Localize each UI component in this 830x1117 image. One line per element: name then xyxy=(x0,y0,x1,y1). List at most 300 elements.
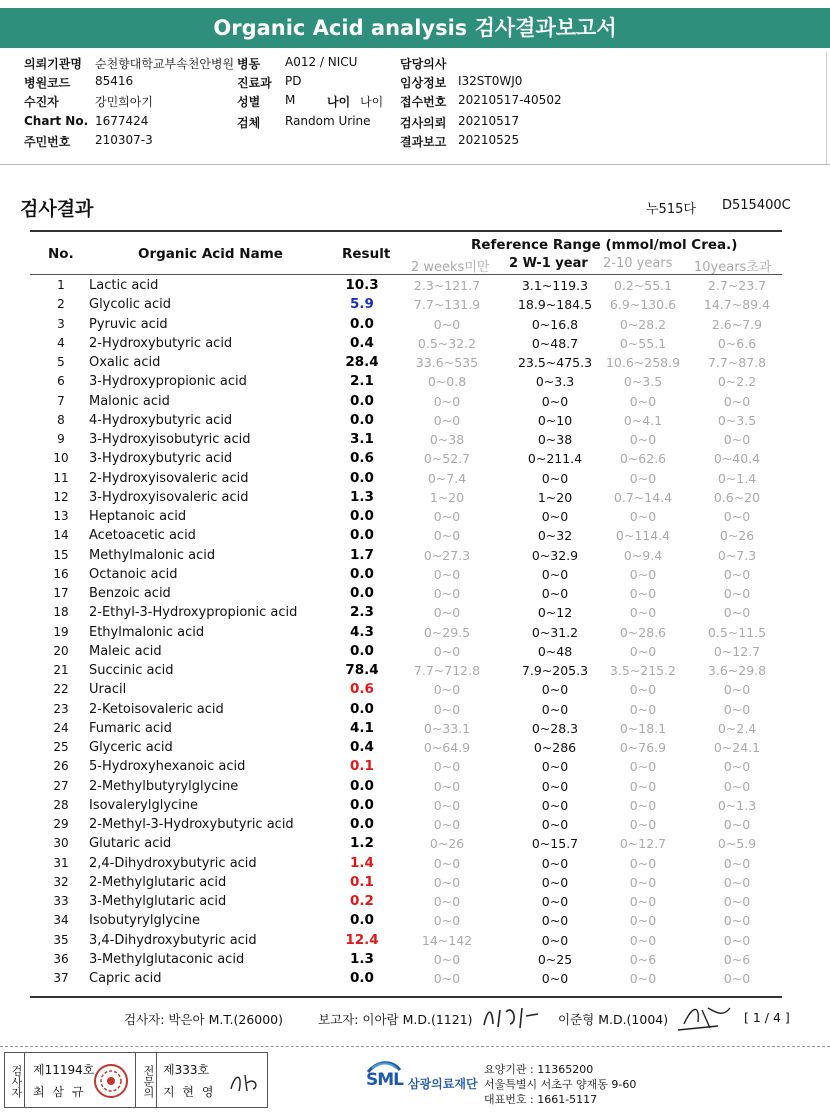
reference-range: 0~3.3 xyxy=(535,374,575,390)
reference-range: 0~0 xyxy=(629,432,657,447)
chart-no: 1677424 xyxy=(95,114,149,128)
table-row xyxy=(30,392,782,411)
reference-range: 0~0 xyxy=(433,701,461,717)
reference-range: 0~33.1 xyxy=(423,720,471,736)
reference-range: 0.5~32.2 xyxy=(417,335,477,351)
reference-range: 0~32 xyxy=(537,528,573,544)
reference-range: 0~0 xyxy=(629,759,657,775)
org-address: 서울특별시 서초구 양재동 9-60 xyxy=(484,1078,637,1091)
reference-range: 0~0 xyxy=(629,509,657,524)
col-no: No. xyxy=(48,246,74,262)
acid-name: Lactic acid xyxy=(89,278,159,293)
row-number: 11 xyxy=(53,470,69,485)
result-value: 1.7 xyxy=(350,546,374,563)
row-number: 32 xyxy=(53,874,69,889)
row-number: 37 xyxy=(53,971,69,985)
row-number: 16 xyxy=(53,566,69,581)
reference-range: 0~0 xyxy=(541,566,569,582)
acid-name: 3-Hydroxyisovaleric acid xyxy=(89,489,249,505)
row-number: 22 xyxy=(53,682,69,697)
table-row xyxy=(30,738,782,757)
age: 나이 xyxy=(360,95,384,109)
acid-name: Octanoic acid xyxy=(89,566,178,582)
sub-col: 2 weeks미만 xyxy=(411,260,490,275)
institution-label: 의뢰기관명 xyxy=(24,57,82,71)
specialist-box-label: 전문의 xyxy=(135,1053,157,1107)
reference-range: 18.9~184.5 xyxy=(517,297,593,313)
acid-name: Malonic acid xyxy=(89,393,170,409)
reference-range: 0~0 xyxy=(723,817,751,832)
row-number: 3 xyxy=(57,316,65,331)
reference-range: 0~0 xyxy=(433,894,461,909)
reference-range: 2.7~23.7 xyxy=(707,278,767,293)
reference-range: 0~0 xyxy=(629,393,657,409)
reference-range: 0~28.3 xyxy=(531,720,579,736)
reference-range: 0~40.4 xyxy=(713,451,761,467)
reference-range: 0~0 xyxy=(723,913,751,929)
reference-range: 0~0 xyxy=(723,432,751,447)
report-label: 결과보고 xyxy=(400,135,447,149)
row-number: 33 xyxy=(53,894,69,908)
org-code: 요양기관 : 11365200 xyxy=(484,1063,594,1076)
reference-range: 0~3.5 xyxy=(623,374,663,390)
result-value: 0.0 xyxy=(350,777,374,794)
table-row xyxy=(30,488,782,507)
table-row xyxy=(30,873,782,892)
reference-range: 14~142 xyxy=(421,932,473,948)
acid-name: 3-Hydroxyisobutyric acid xyxy=(89,432,251,447)
seal-icon xyxy=(93,1063,129,1099)
result-value: 0.6 xyxy=(350,450,374,467)
acid-name: Uracil xyxy=(89,682,127,698)
certification-box xyxy=(4,1052,268,1108)
request-date: 20210517 xyxy=(458,114,520,128)
row-number: 6 xyxy=(57,374,65,389)
row-number: 12 xyxy=(53,489,69,504)
table-row xyxy=(30,295,782,314)
acid-name: 3-Hydroxypropionic acid xyxy=(89,374,247,390)
reference-range: 7.7~87.8 xyxy=(707,355,767,370)
reference-range: 0~0 xyxy=(433,817,461,832)
reference-range: 0~0.8 xyxy=(427,374,467,390)
reference-range: 0~114.4 xyxy=(615,528,671,544)
tester-name: 최 삼 규 xyxy=(33,1085,86,1099)
reference-range: 2.3~121.7 xyxy=(413,278,481,293)
result-value: 0.1 xyxy=(350,758,374,775)
table-row xyxy=(30,757,782,776)
acid-name: Heptanoic acid xyxy=(89,509,187,524)
table-row xyxy=(30,603,782,622)
reference-range: 0~0 xyxy=(723,874,751,890)
reference-range: 0~0 xyxy=(723,701,751,717)
chart-label: Chart No. xyxy=(24,114,89,128)
row-number: 26 xyxy=(53,759,69,774)
table-row xyxy=(30,449,782,468)
reference-range: 0~0 xyxy=(629,817,657,832)
reference-range: 0~0 xyxy=(629,778,657,794)
result-value: 0.0 xyxy=(350,642,374,659)
reference-range: 6.9~130.6 xyxy=(609,297,677,313)
reference-range: 0~0 xyxy=(541,797,569,813)
result-value: 4.3 xyxy=(350,623,374,640)
reference-range: 0~28.2 xyxy=(619,316,667,332)
reference-range: 0~55.1 xyxy=(619,335,667,351)
reference-range: 0~0 xyxy=(541,817,569,832)
row-number: 13 xyxy=(53,509,69,523)
table-row xyxy=(30,334,782,353)
patient: 강민희아기 xyxy=(95,95,153,109)
acid-name: 2-Hydroxyisovaleric acid xyxy=(89,470,249,486)
tester-signature: 검사자: 박은아 M.T.(26000) xyxy=(124,1012,284,1027)
reference-range: 0~27.3 xyxy=(423,547,471,563)
row-number: 25 xyxy=(53,740,69,754)
reference-range: 0~0 xyxy=(433,393,461,409)
acid-name: Fumaric acid xyxy=(89,720,172,736)
table-row xyxy=(30,661,782,680)
patient-info xyxy=(0,52,830,164)
result-value: 0.6 xyxy=(350,681,374,698)
sex-label: 성별 xyxy=(237,95,261,109)
acid-name: Glycolic acid xyxy=(89,297,171,313)
reference-range: 0~76.9 xyxy=(619,740,667,755)
reference-range: 0~1.3 xyxy=(717,797,757,813)
id-number: 210307-3 xyxy=(95,133,153,147)
reference-range: 3.5~215.2 xyxy=(609,663,677,678)
reference-range: 0~0 xyxy=(433,797,461,813)
reference-range: 7.9~205.3 xyxy=(521,663,589,678)
reference-range: 0~6 xyxy=(723,951,751,967)
table-row xyxy=(30,700,782,719)
reference-range: 0~0 xyxy=(541,586,569,601)
dept: PD xyxy=(285,74,302,88)
reference-range: 0~0 xyxy=(541,874,569,890)
clinical-label: 임상정보 xyxy=(400,76,447,90)
table-row xyxy=(30,680,782,699)
sml-logo-text: SML xyxy=(366,1070,403,1090)
info-row xyxy=(0,74,830,92)
dept-label: 진료과 xyxy=(237,76,272,90)
reference-range: 0~0 xyxy=(629,643,657,659)
reference-range: 0~0 xyxy=(629,797,657,813)
reference-range: 0~12 xyxy=(537,605,573,621)
page-indicator: [ 1 / 4 ] xyxy=(744,1010,790,1025)
reference-range: 0~0 xyxy=(723,605,751,621)
reference-range: 0~6 xyxy=(629,951,657,967)
result-value: 0.2 xyxy=(350,893,374,909)
table-row xyxy=(30,584,782,603)
reference-range: 0~0 xyxy=(541,932,569,948)
reference-range: 0~0 xyxy=(433,778,461,794)
acid-name: 2-Ethyl-3-Hydroxypropionic acid xyxy=(89,605,298,621)
acid-name: Acetoacetic acid xyxy=(89,528,196,544)
table-row xyxy=(30,719,782,738)
reference-range: 0~0 xyxy=(723,855,751,871)
reference-range: 3.6~29.8 xyxy=(707,663,767,678)
row-number: 15 xyxy=(53,547,69,562)
table-row xyxy=(30,815,782,834)
table-row xyxy=(30,315,782,334)
reference-range: 0~211.4 xyxy=(527,451,583,467)
request-label: 검사의뢰 xyxy=(400,116,447,130)
sex: M xyxy=(285,93,296,107)
acid-name: Glutaric acid xyxy=(89,836,172,852)
signature-mark xyxy=(478,1000,548,1030)
reference-range: 0~0 xyxy=(541,913,569,929)
result-value: 2.3 xyxy=(350,604,374,621)
reference-range: 0~0 xyxy=(629,470,657,486)
reference-range: 0~0 xyxy=(541,509,569,524)
reference-range: 0~0 xyxy=(433,759,461,775)
table-row xyxy=(30,642,782,661)
row-number: 23 xyxy=(53,701,69,716)
result-value: 0.0 xyxy=(350,796,374,813)
reference-range: 0~15.7 xyxy=(531,836,579,852)
acid-name: 4-Hydroxybutyric acid xyxy=(89,412,233,428)
report-title: Organic Acid analysis 검사결과보고서 xyxy=(0,8,830,48)
license-number: 제11194호 xyxy=(33,1063,95,1077)
row-number: 36 xyxy=(53,951,69,966)
reference-range: 0~0 xyxy=(723,509,751,524)
reference-range: 0~0 xyxy=(433,586,461,601)
hospital-code-label: 병원코드 xyxy=(24,76,71,90)
reference-range: 0~31.2 xyxy=(531,624,579,640)
info-row xyxy=(0,93,830,111)
result-value: 28.4 xyxy=(345,354,379,370)
result-value: 0.0 xyxy=(350,565,374,582)
acid-name: 2-Hydroxybutyric acid xyxy=(89,335,233,351)
reference-range: 0~0 xyxy=(541,894,569,909)
reporter2-signature: 이준형 M.D.(1004) xyxy=(558,1012,669,1027)
signature-mark xyxy=(674,1000,734,1034)
reference-range: 0~16.8 xyxy=(531,316,579,332)
info-border xyxy=(826,52,827,164)
report-date: 20210525 xyxy=(458,133,520,147)
table-row xyxy=(30,950,782,969)
reference-range: 23.5~475.3 xyxy=(517,355,593,370)
footer-divider xyxy=(0,1046,830,1047)
reference-range: 0~0 xyxy=(629,682,657,698)
reference-range: 0~38 xyxy=(429,432,465,447)
reference-range: 1~20 xyxy=(429,489,465,505)
reference-range: 0~0 xyxy=(433,971,461,986)
table-row xyxy=(30,372,782,391)
reference-range: 0~0 xyxy=(541,759,569,775)
table-row xyxy=(30,892,782,911)
table-top-rule xyxy=(30,230,782,232)
reference-range: 0.7~14.4 xyxy=(613,489,673,505)
reference-range: 0~5.9 xyxy=(717,836,757,852)
info-row xyxy=(0,114,830,132)
reference-range: 3.1~119.3 xyxy=(521,278,589,293)
reference-range: 0~0 xyxy=(433,566,461,582)
acid-name: Oxalic acid xyxy=(89,355,161,370)
reference-range: 0~64.9 xyxy=(423,740,471,755)
acid-name: 3,4-Dihydroxybutyric acid xyxy=(89,932,257,948)
reference-range: 0~0 xyxy=(541,470,569,486)
result-value: 12.4 xyxy=(345,931,379,948)
table-row xyxy=(30,931,782,950)
reference-range: 0~0 xyxy=(433,874,461,890)
result-value: 5.9 xyxy=(350,296,374,313)
reference-range: 14.7~89.4 xyxy=(703,297,771,313)
row-number: 8 xyxy=(57,412,65,427)
reference-range: 0~0 xyxy=(433,316,461,332)
reporter-signature: 보고자: 이아람 M.D.(1121) xyxy=(318,1012,473,1027)
reference-range: 0~0 xyxy=(433,605,461,621)
specimen-label: 검체 xyxy=(237,116,261,130)
section-code: 누515다 xyxy=(646,202,696,217)
reference-range: 0~0 xyxy=(723,894,751,909)
result-value: 1.3 xyxy=(350,950,374,967)
reference-range: 0~0 xyxy=(541,682,569,698)
acid-name: 5-Hydroxyhexanoic acid xyxy=(89,759,246,775)
reference-range: 0~62.6 xyxy=(619,451,667,467)
reference-range: 0~7.4 xyxy=(427,470,467,486)
row-number: 27 xyxy=(53,778,69,793)
row-number: 9 xyxy=(57,432,65,446)
acid-name: 2-Methylbutyrylglycine xyxy=(89,778,239,794)
result-value: 0.0 xyxy=(350,970,374,986)
reference-range: 0~48 xyxy=(537,643,573,659)
col-reference: Reference Range (mmol/mol Crea.) xyxy=(471,237,738,253)
acid-name: Succinic acid xyxy=(89,663,174,678)
result-value: 2.1 xyxy=(350,373,374,390)
specialist-name: 지 현 영 xyxy=(163,1085,216,1099)
result-value: 78.4 xyxy=(345,662,379,678)
result-value: 0.0 xyxy=(350,508,374,524)
row-number: 30 xyxy=(53,836,69,851)
reference-range: 0~9.4 xyxy=(623,547,663,563)
reference-range: 0~0 xyxy=(629,932,657,948)
acid-name: Benzoic acid xyxy=(89,586,171,601)
result-value: 0.0 xyxy=(350,527,374,544)
table-row xyxy=(30,276,782,295)
acid-name: Maleic acid xyxy=(89,643,162,659)
table-row xyxy=(30,623,782,642)
table-row xyxy=(30,411,782,430)
row-number: 7 xyxy=(57,393,65,408)
reference-range: 0~12.7 xyxy=(619,836,667,852)
reference-range: 0~0 xyxy=(723,566,751,582)
section-title: 검사결과 xyxy=(20,198,94,220)
reference-range: 0~0 xyxy=(723,778,751,794)
reference-range: 0~0 xyxy=(629,605,657,621)
reference-range: 0~0 xyxy=(433,412,461,428)
result-value: 0.0 xyxy=(350,315,374,332)
reference-range: 0~0 xyxy=(629,701,657,717)
doctor-label: 담당의사 xyxy=(400,57,447,71)
hospital-code: 85416 xyxy=(95,74,134,88)
reference-range: 0~0 xyxy=(629,855,657,871)
reference-range: 0~25 xyxy=(537,951,573,967)
reference-range: 0~3.5 xyxy=(717,412,757,428)
result-value: 0.0 xyxy=(350,585,374,601)
signature-mark xyxy=(227,1067,263,1097)
result-value: 0.4 xyxy=(350,334,374,351)
reference-range: 0~26 xyxy=(429,836,465,852)
reference-range: 7.7~712.8 xyxy=(413,663,481,678)
reference-range: 0~10 xyxy=(537,412,573,428)
reference-range: 0~32.9 xyxy=(531,547,579,563)
info-row xyxy=(0,55,830,73)
ward-label: 병동 xyxy=(237,57,261,71)
acid-name: 3-Methylglutaric acid xyxy=(89,894,227,909)
acid-name: Isobutyrylglycine xyxy=(89,913,201,929)
table-row xyxy=(30,526,782,545)
reference-range: 0~0 xyxy=(629,913,657,929)
reference-range: 0~4.1 xyxy=(623,412,663,428)
reference-range: 0~0 xyxy=(541,393,569,409)
row-number: 20 xyxy=(53,643,69,658)
row-number: 29 xyxy=(53,817,69,831)
acid-name: Glyceric acid xyxy=(89,740,173,755)
result-value: 10.3 xyxy=(345,277,379,293)
table-row xyxy=(30,834,782,853)
reference-range: 0~26 xyxy=(719,528,755,544)
acid-name: Ethylmalonic acid xyxy=(89,624,205,640)
result-value: 0.0 xyxy=(350,411,374,428)
sub-col: 10years초과 xyxy=(694,260,772,275)
clinical: I32ST0WJ0 xyxy=(458,74,523,88)
receipt-label: 접수번호 xyxy=(400,95,447,109)
table-bottom-rule xyxy=(30,996,782,998)
reference-range: 2.6~7.9 xyxy=(711,316,763,332)
row-number: 24 xyxy=(53,720,69,735)
reference-range: 0~286 xyxy=(533,740,577,755)
sub-col: 2 W-1 year xyxy=(509,256,588,271)
reference-range: 33.6~535 xyxy=(415,355,479,370)
reference-range: 0~0 xyxy=(629,971,657,986)
acid-name: Capric acid xyxy=(89,971,162,986)
patient-label: 수진자 xyxy=(24,95,59,109)
reference-range: 0~0 xyxy=(433,509,461,524)
reference-range: 0~0 xyxy=(433,682,461,698)
row-number: 4 xyxy=(57,335,65,350)
result-value: 1.3 xyxy=(350,488,374,505)
result-value: 3.1 xyxy=(350,431,374,447)
reference-range: 0~0 xyxy=(723,586,751,601)
result-value: 0.0 xyxy=(350,392,374,409)
reference-range: 7.7~131.9 xyxy=(413,297,481,313)
reference-range: 0~12.7 xyxy=(713,643,761,659)
acid-name: 3-Methylglutaconic acid xyxy=(89,951,245,967)
result-value: 0.0 xyxy=(350,469,374,486)
reference-range: 0~0 xyxy=(541,971,569,986)
org-name: 삼광의료재단 xyxy=(408,1077,478,1091)
reference-range: 0~0 xyxy=(629,874,657,890)
table-row xyxy=(30,854,782,873)
table-row xyxy=(30,546,782,565)
table-row xyxy=(30,507,782,526)
result-value: 0.4 xyxy=(350,739,374,755)
reference-range: 0.6~20 xyxy=(713,489,761,505)
reference-range: 0~1.4 xyxy=(717,470,757,486)
reference-range: 0~7.3 xyxy=(717,547,757,563)
reference-range: 0~2.2 xyxy=(717,374,757,390)
acid-name: 2-Methylglutaric acid xyxy=(89,874,227,890)
tester-box-label: 검사자 xyxy=(5,1053,25,1107)
row-number: 10 xyxy=(53,451,69,466)
reference-range: 0~52.7 xyxy=(423,451,471,467)
acid-name: 3-Hydroxybutyric acid xyxy=(89,451,233,467)
age-label: 나이 xyxy=(327,95,351,109)
table-row xyxy=(30,777,782,796)
specimen: Random Urine xyxy=(285,114,371,128)
reference-range: 0~2.4 xyxy=(717,720,757,736)
table-row xyxy=(30,469,782,488)
reference-range: 0~0 xyxy=(433,855,461,871)
row-number: 2 xyxy=(57,297,65,312)
